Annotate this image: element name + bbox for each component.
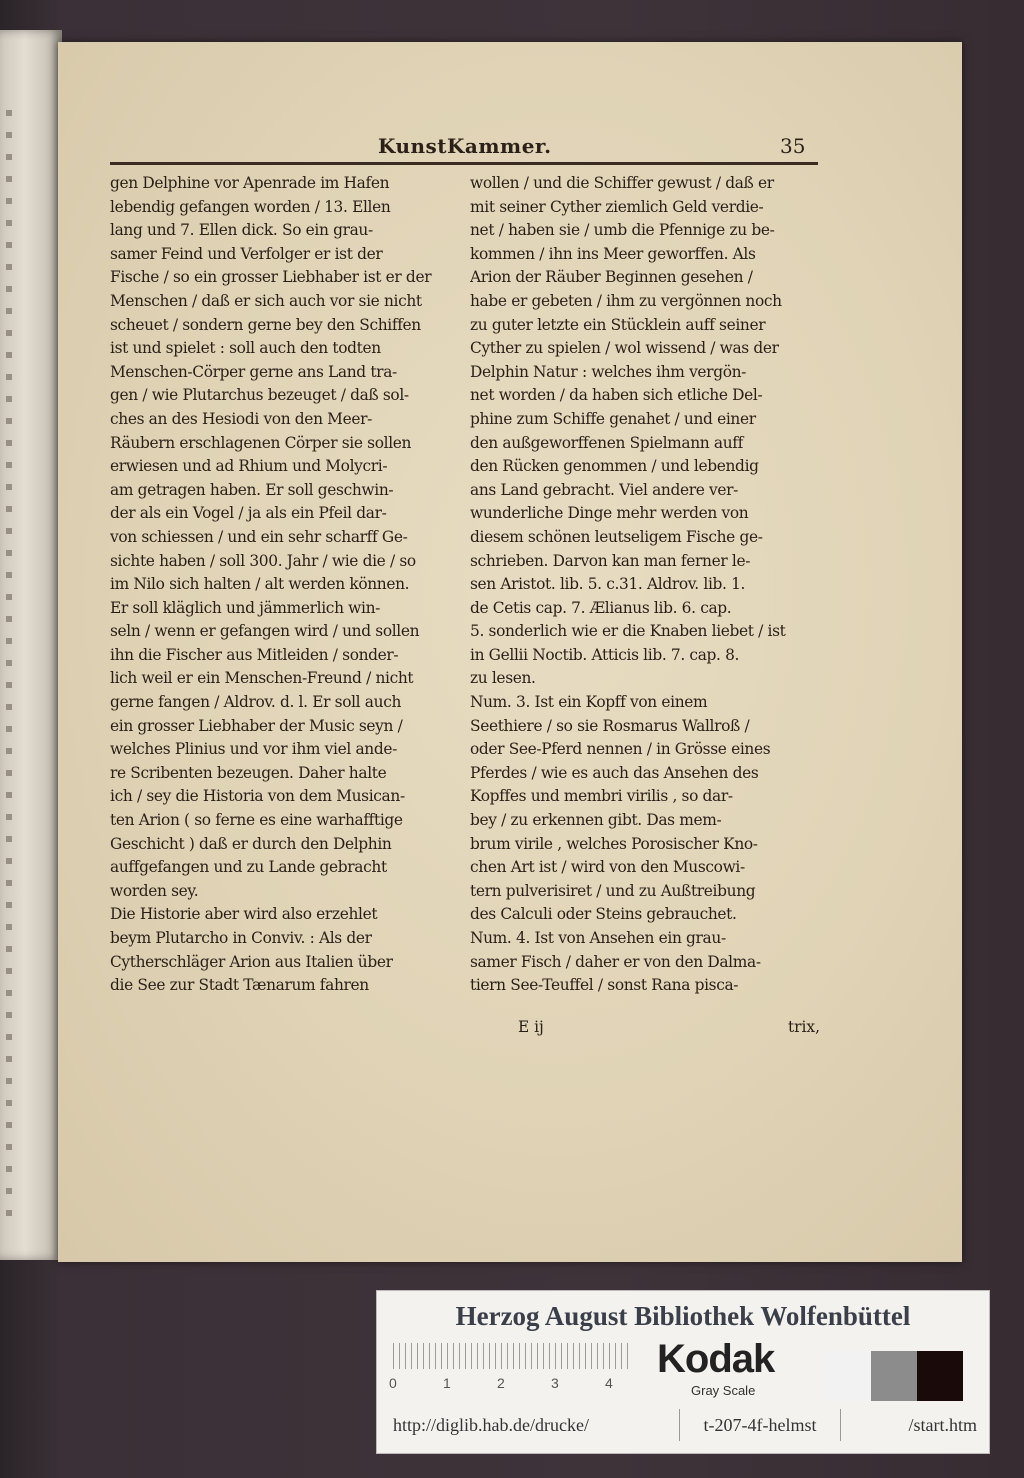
text-line: tern pulverisiret / und zu Außtreibung bbox=[470, 881, 756, 900]
text-column-right bbox=[470, 172, 820, 998]
text-line: in Gellii Noctib. Atticis lib. 7. cap. 8. bbox=[470, 645, 740, 664]
header-rule bbox=[110, 162, 818, 165]
text-line: chen Art ist / wird von den Muscowi- bbox=[470, 858, 745, 877]
text-line: Menschen-Cörper gerne ans Land tra- bbox=[110, 362, 397, 381]
page-number: 35 bbox=[780, 134, 806, 158]
text-line: phine zum Schiffe genahet / und einer bbox=[470, 409, 756, 428]
text-line: Kopffes und membri virilis , so dar- bbox=[470, 787, 733, 806]
text-line: ich / sey die Historia von dem Musican- bbox=[110, 787, 405, 806]
text-line: Pferdes / wie es auch das Ansehen des bbox=[470, 763, 759, 782]
text-line: de Cetis cap. 7. Ælianus lib. 6. cap. bbox=[470, 598, 732, 617]
text-line: oder See-Pferd nennen / in Grösse eines bbox=[470, 740, 771, 759]
gray-scale-label: Gray Scale bbox=[691, 1383, 756, 1398]
text-line: die See zur Stadt Tænarum fahren bbox=[110, 976, 369, 995]
text-line: von schiessen / und ein sehr scharff Ge- bbox=[110, 527, 408, 546]
url-prefix: http://diglib.hab.de/drucke/ bbox=[393, 1415, 589, 1435]
text-line: den außgeworffenen Spielmann auff bbox=[470, 433, 743, 452]
gray-swatch bbox=[917, 1351, 963, 1401]
catch-line bbox=[470, 1018, 820, 1042]
text-line: lich weil er ein Menschen-Freund / nicht bbox=[110, 669, 414, 688]
text-line: ist und spielet : soll auch den todten bbox=[110, 339, 381, 358]
text-line: Arion der Räuber Beginnen gesehen / bbox=[470, 268, 753, 287]
text-line: im Nilo sich halten / alt werden können. bbox=[110, 575, 410, 594]
ruler-number: 3 bbox=[551, 1375, 559, 1391]
signature-mark: E ij bbox=[518, 1018, 544, 1036]
running-head: KunstKammer. bbox=[378, 134, 552, 158]
ruler-number: 4 bbox=[605, 1375, 613, 1391]
text-line: Räubern erschlagenen Cörper sie sollen bbox=[110, 433, 412, 452]
gray-swatches bbox=[825, 1351, 963, 1401]
shelfmark: t-207-4f-helmst bbox=[679, 1409, 841, 1441]
text-line: Seethiere / so sie Rosmarus Wallroß / bbox=[470, 716, 750, 735]
text-line: zu guter letzte ein Stücklein auff seiner bbox=[470, 315, 766, 334]
gray-swatch bbox=[825, 1351, 871, 1401]
ink-bleed bbox=[6, 110, 12, 1230]
text-line: erwiesen und ad Rhium und Molycri- bbox=[110, 457, 388, 476]
text-line: samer Fisch / daher er von den Dalma- bbox=[470, 952, 761, 971]
text-column-left bbox=[110, 172, 450, 998]
text-line: am getragen haben. Er soll geschwin- bbox=[110, 480, 394, 499]
text-line: Num. 3. Ist ein Kopff von einem bbox=[470, 693, 708, 712]
text-line: ihn die Fischer aus Mitleiden / sonder- bbox=[110, 645, 399, 664]
catchword: trix, bbox=[787, 1018, 820, 1036]
text-line: ein grosser Liebhaber der Music seyn / bbox=[110, 716, 403, 735]
kodak-logo: Kodak bbox=[657, 1337, 775, 1381]
text-line: gen Delphine vor Apenrade im Hafen bbox=[110, 174, 390, 192]
text-line: Cyther zu spielen / wol wissend / was der bbox=[470, 339, 779, 358]
text-line: Fische / so ein grosser Liebhaber ist er der bbox=[110, 268, 432, 287]
text-line: sichte haben / soll 300. Jahr / wie die / so bbox=[110, 551, 416, 570]
text-line: tiern See-Teuffel / sonst Rana pisca- bbox=[470, 976, 739, 995]
text-line: Er soll kläglich und jämmerlich win- bbox=[110, 598, 380, 617]
text-line: ten Arion ( so ferne es eine warhafftige bbox=[110, 811, 403, 830]
text-line: diesem schönen leutseligem Fische ge- bbox=[470, 527, 763, 546]
gray-swatch bbox=[871, 1351, 917, 1401]
text-line: Cytherschläger Arion aus Italien über bbox=[110, 952, 393, 971]
text-line: seln / wenn er gefangen wird / und sollen bbox=[110, 622, 420, 641]
text-line: samer Feind und Verfolger er ist der bbox=[110, 244, 383, 263]
text-line: ches an des Hesiodi von den Meer- bbox=[110, 409, 372, 428]
text-line: welches Plinius und vor ihm viel ande- bbox=[110, 740, 397, 759]
library-name: Herzog August Bibliothek Wolfenbüttel bbox=[455, 1301, 911, 1331]
text-line: gen / wie Plutarchus bezeuget / daß sol- bbox=[110, 386, 409, 405]
ruler-number: 1 bbox=[443, 1375, 451, 1391]
text-line: zu lesen. bbox=[470, 669, 536, 688]
text-line: Delphin Natur : welches ihm vergön- bbox=[470, 362, 747, 381]
text-line: bey / zu erkennen gibt. Das mem- bbox=[470, 811, 722, 830]
text-line: worden sey. bbox=[110, 881, 199, 900]
text-line: Num. 4. Ist von Ansehen ein grau- bbox=[470, 929, 726, 947]
text-line: net / haben sie / umb die Pfennige zu be- bbox=[470, 221, 775, 240]
text-line: Die Historie aber wird also erzehlet bbox=[110, 905, 378, 924]
ruler-number: 2 bbox=[497, 1375, 505, 1391]
text-line: schrieben. Darvon kan man ferner le- bbox=[470, 551, 751, 570]
text-line: lang und 7. Ellen dick. So ein grau- bbox=[110, 221, 373, 240]
text-line: scheuet / sondern gerne bey den Schiffen bbox=[110, 315, 421, 334]
text-line: Menschen / daß er sich auch vor sie nicht bbox=[110, 291, 422, 310]
text-line: gerne fangen / Aldrov. d. l. Er soll auch bbox=[110, 693, 402, 712]
text-line: brum virile , welches Porosischer Kno- bbox=[470, 834, 758, 853]
ruler-scale bbox=[393, 1343, 629, 1369]
text-line: ans Land gebracht. Viel andere ver- bbox=[470, 480, 738, 499]
text-line: sen Aristot. lib. 5. c.31. Aldrov. lib. 1. bbox=[470, 575, 746, 594]
text-line: re Scribenten bezeugen. Daher halte bbox=[110, 763, 387, 782]
text-line: mit seiner Cyther ziemlich Geld verdie- bbox=[470, 197, 764, 216]
text-line: des Calculi oder Steins gebrauchet. bbox=[470, 905, 737, 924]
url-suffix: /start.htm bbox=[908, 1415, 977, 1435]
ruler-number: 0 bbox=[389, 1375, 397, 1391]
text-line: lebendig gefangen worden / 13. Ellen bbox=[110, 197, 391, 216]
text-line: auffgefangen und zu Lande gebracht bbox=[110, 858, 387, 877]
text-line: net worden / da haben sich etliche Del- bbox=[470, 386, 763, 405]
text-line: wunderliche Dinge mehr werden von bbox=[470, 504, 749, 523]
text-line: kommen / ihn ins Meer geworffen. Als bbox=[470, 244, 756, 263]
scan-target-strip bbox=[376, 1290, 990, 1454]
text-line: den Rücken genommen / und lebendig bbox=[470, 457, 759, 476]
previous-leaf-edge bbox=[0, 30, 62, 1260]
text-line: habe er gebeten / ihm zu vergönnen noch bbox=[470, 291, 782, 310]
text-line: der als ein Vogel / ja als ein Pfeil dar- bbox=[110, 504, 387, 523]
text-line: wollen / und die Schiffer gewust / daß er bbox=[470, 174, 774, 192]
text-line: beym Plutarcho in Conviv. : Als der bbox=[110, 929, 372, 947]
ruler-numbers bbox=[389, 1375, 629, 1393]
text-line: 5. sonderlich wie er die Knaben liebet / ist bbox=[470, 622, 786, 641]
text-line: Geschicht ) daß er durch den Delphin bbox=[110, 834, 392, 853]
